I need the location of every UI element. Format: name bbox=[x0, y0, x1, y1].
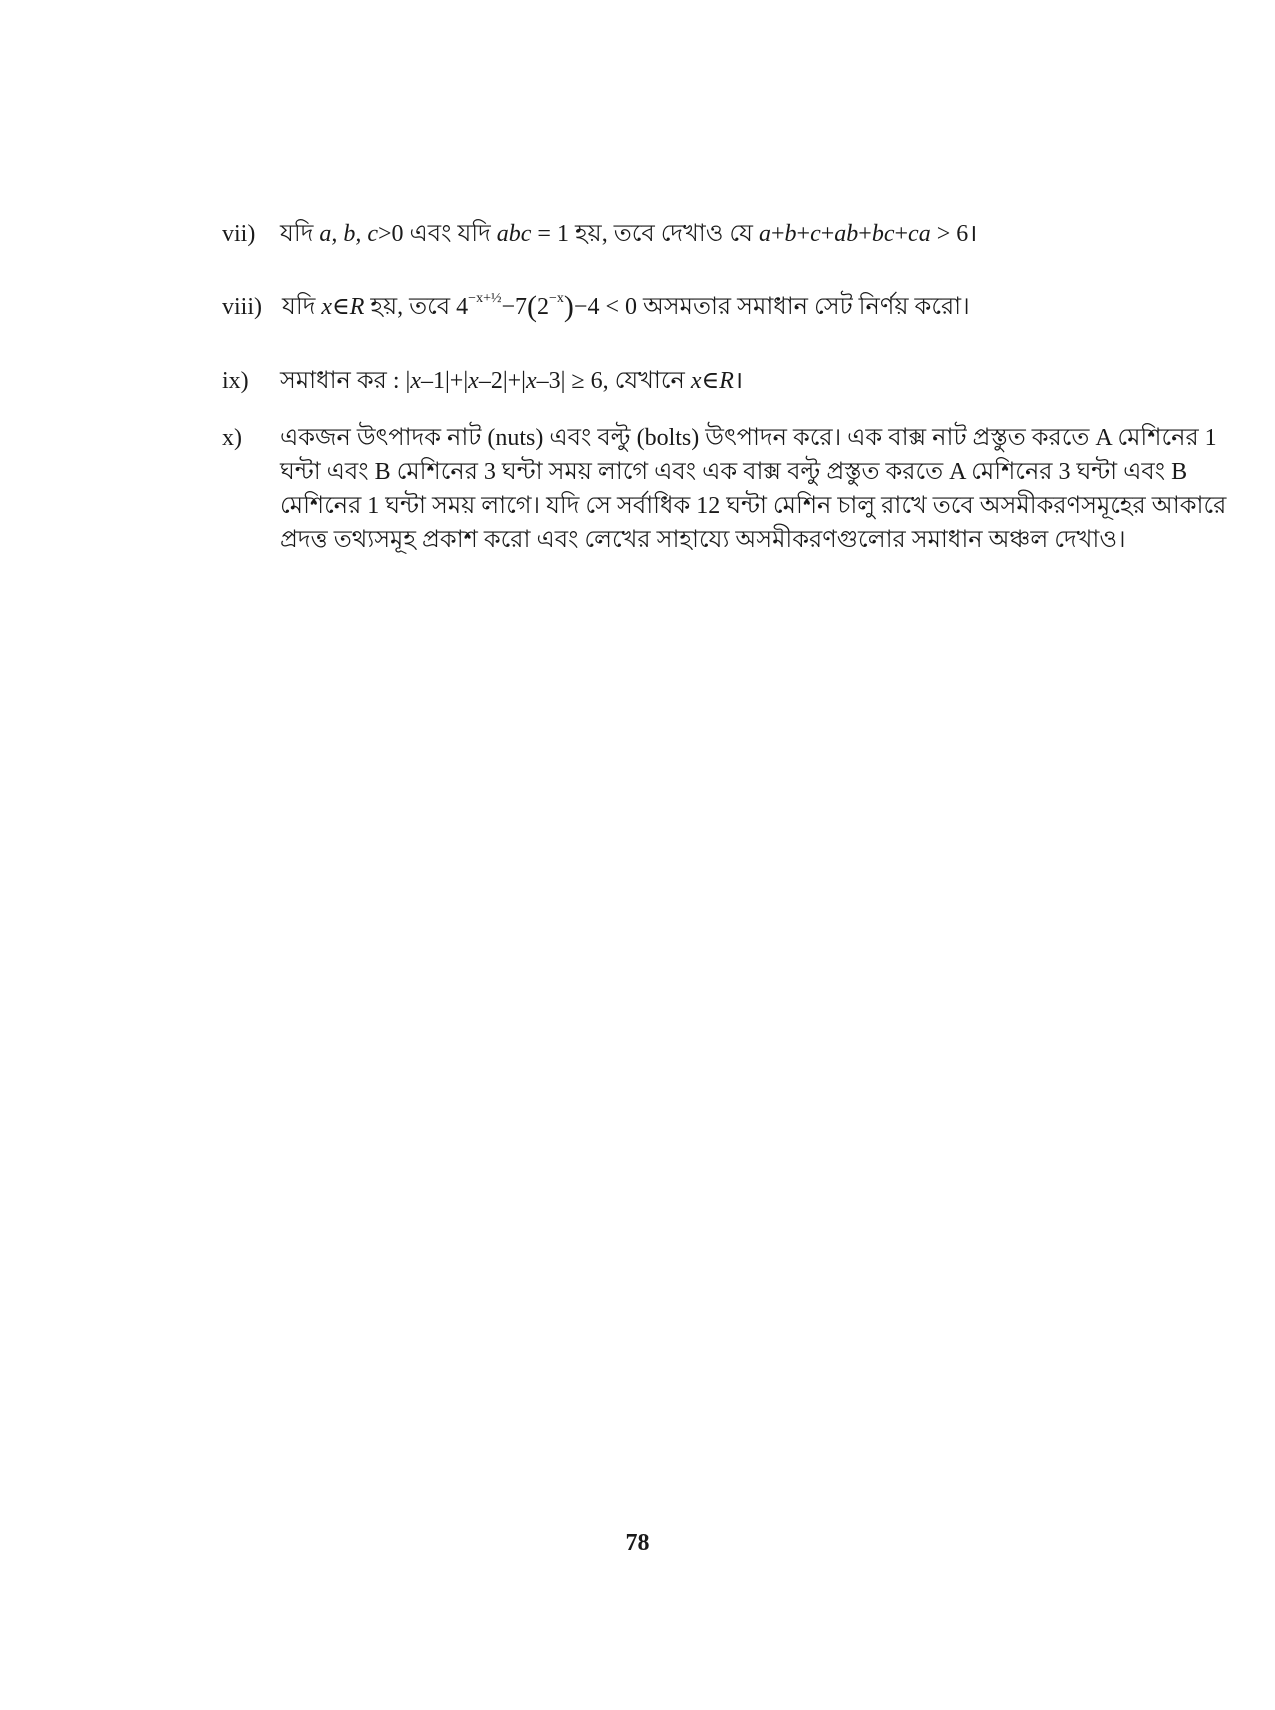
question-text bbox=[280, 364, 1162, 398]
text-segment: অসমতার সমাধান সেট নির্ণয় করো। bbox=[637, 294, 970, 320]
math-variable: ca bbox=[908, 221, 931, 247]
text-segment: হয়, তবে bbox=[364, 294, 457, 320]
math-operator: + bbox=[894, 221, 909, 247]
question-text bbox=[280, 217, 1162, 251]
math-variable: x bbox=[321, 294, 332, 320]
math-term: –1|+| bbox=[421, 368, 469, 394]
math-paren: ( bbox=[527, 290, 538, 323]
math-variable: c bbox=[810, 221, 821, 247]
text-segment: সমাধান কর : | bbox=[280, 368, 411, 394]
question-number: x) bbox=[222, 425, 242, 451]
question-number: ix) bbox=[222, 368, 249, 394]
math-base: 4 bbox=[456, 294, 469, 320]
math-variable: ab bbox=[834, 221, 859, 247]
math-variable: a bbox=[759, 221, 771, 247]
math-operator: + bbox=[796, 221, 811, 247]
paragraph-line: ঘন্টা এবং B মেশিনের 3 ঘন্টা সময় লাগে এবং এক বাক্স বল্টু প্রস্তুত করতে A মেশিনের 3 ঘন্টা এবং B bbox=[280, 459, 1188, 485]
text-segment: >0 এবং যদি bbox=[377, 221, 497, 247]
page-number: 78 bbox=[625, 1530, 650, 1556]
math-variable: bc bbox=[871, 221, 895, 247]
math-exponent: −x+½ bbox=[468, 291, 502, 306]
question-x bbox=[222, 421, 1227, 557]
math-term: –2|+| bbox=[478, 368, 526, 394]
question-text bbox=[282, 290, 1162, 324]
text-segment: > 6। bbox=[930, 221, 978, 247]
math-symbol: ∈ bbox=[331, 294, 350, 320]
math-base: 2 bbox=[537, 294, 550, 320]
text-segment: যদি bbox=[282, 294, 322, 320]
math-variable: R bbox=[349, 294, 365, 320]
text-segment: –3| ≥ 6, যেখানে bbox=[536, 368, 691, 394]
math-operator: + bbox=[771, 221, 785, 247]
text-segment: । bbox=[733, 368, 744, 394]
math-variable: R bbox=[719, 368, 734, 394]
math-term: −7 bbox=[501, 294, 528, 320]
math-paren: ) bbox=[563, 290, 574, 323]
paragraph-line: একজন উৎপাদক নাট (nuts) এবং বল্টু (bolts) উৎপাদন করে। এক বাক্স নাট প্রস্তুত করতে A মেশিনের 1 bbox=[280, 425, 1217, 451]
math-operator: + bbox=[858, 221, 872, 247]
math-variable: x bbox=[468, 368, 479, 394]
text-segment: = 1 হয়, তবে দেখাও যে bbox=[531, 221, 759, 247]
math-term: −4 < 0 bbox=[573, 294, 637, 320]
question-number: vii) bbox=[222, 221, 256, 247]
math-exponent: −x bbox=[549, 291, 564, 306]
math-symbol: ∈ bbox=[701, 368, 720, 394]
paragraph-line: মেশিনের 1 ঘন্টা সময় লাগে। যদি সে সর্বাধিক 12 ঘন্টা মেশিন চালু রাখে তবে অসমীকরণসমূহের আকারে bbox=[280, 493, 1227, 519]
question-text bbox=[280, 421, 1227, 557]
math-variable: b bbox=[784, 221, 797, 247]
math-variable: x bbox=[690, 368, 702, 394]
text-segment: যদি bbox=[280, 221, 320, 247]
math-variable: x bbox=[525, 368, 537, 394]
math-variable: a, b, c bbox=[319, 221, 378, 247]
math-operator: + bbox=[820, 221, 835, 247]
math-variable: abc bbox=[496, 221, 532, 247]
math-variable: x bbox=[410, 368, 421, 394]
question-vii bbox=[222, 217, 1162, 251]
paragraph-line: প্রদত্ত তথ্যসমূহ প্রকাশ করো এবং লেখের সাহায্যে অসমীকরণগুলোর সমাধান অঞ্চল দেখাও। bbox=[280, 527, 1126, 553]
question-viii bbox=[222, 290, 1162, 324]
question-ix bbox=[222, 364, 1162, 398]
question-number: viii) bbox=[222, 294, 262, 320]
